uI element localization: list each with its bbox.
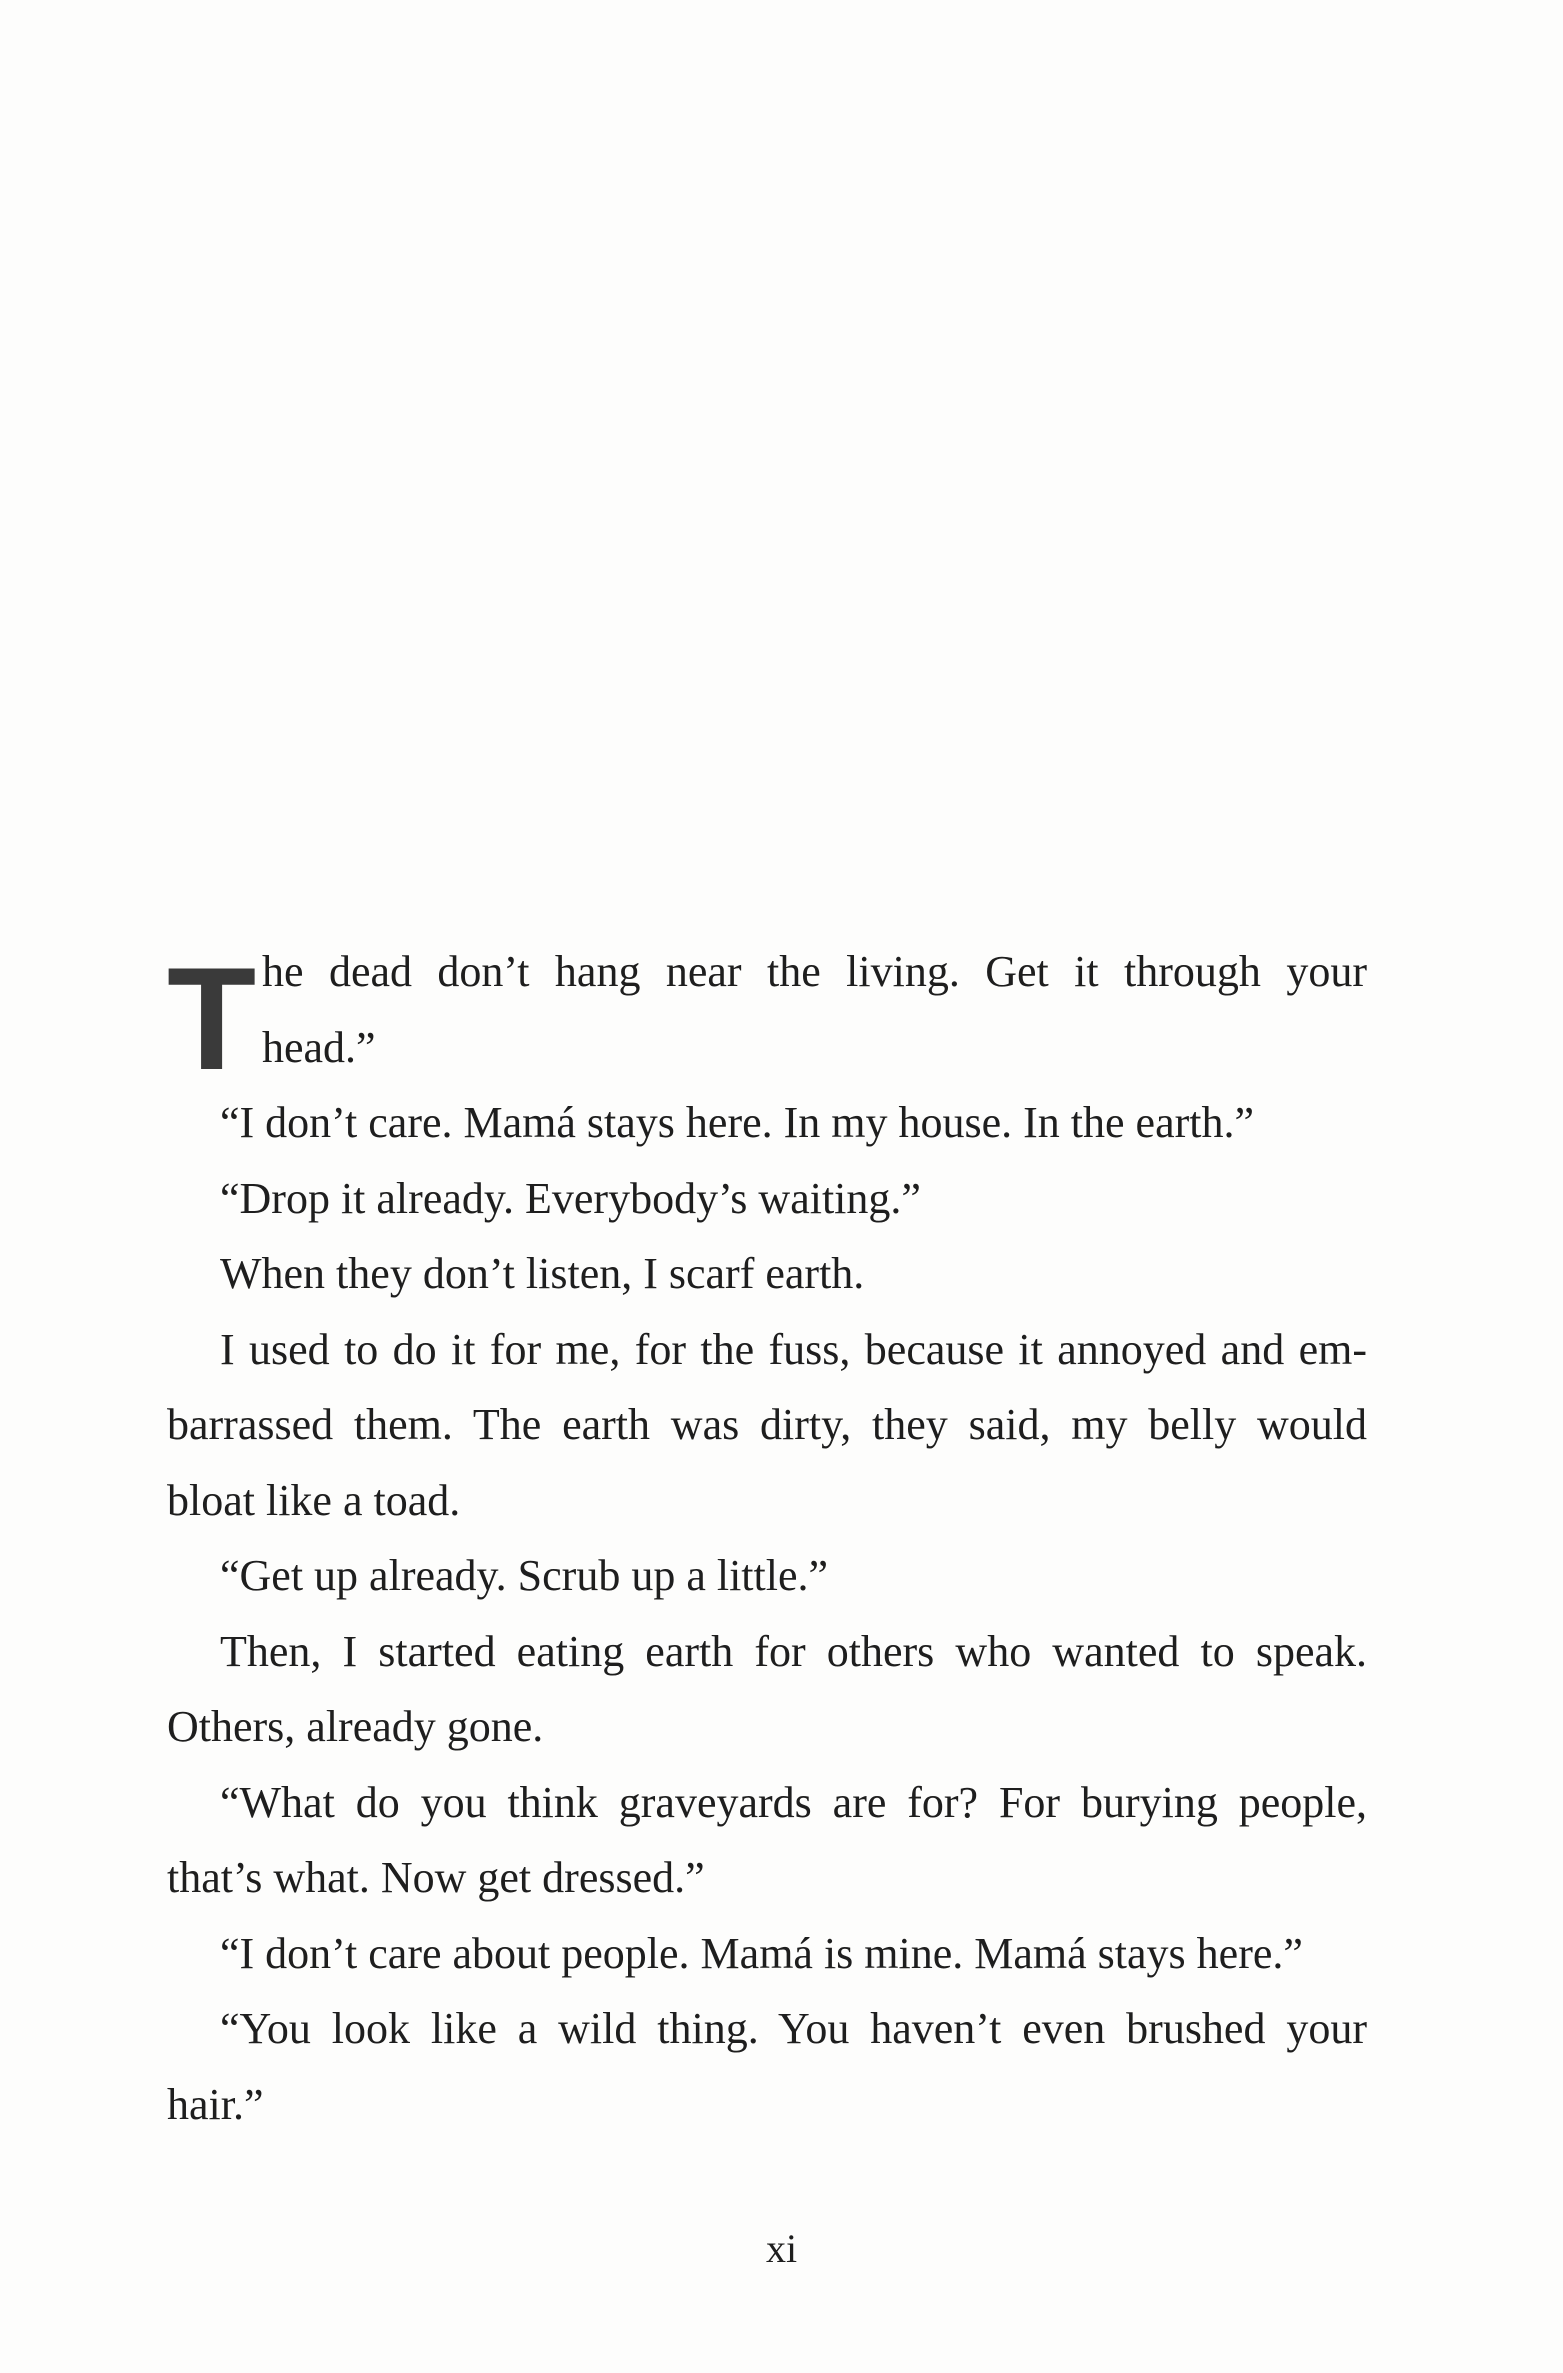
paragraph bbox=[167, 1538, 1367, 1614]
body-text bbox=[167, 934, 1367, 2142]
text-line: Others, already gone. bbox=[167, 1702, 544, 1751]
paragraph bbox=[167, 1991, 1367, 2142]
text-line: When they don’t listen, I scarf earth. bbox=[220, 1249, 865, 1298]
text-line: barrassed them. The earth was dirty, they said, my belly would bbox=[167, 1400, 1367, 1449]
text-line: “You look like a wild thing. You haven’t even brushed your bbox=[220, 2004, 1367, 2053]
text-line: “I don’t care about people. Mamá is mine. Mamá stays here.” bbox=[220, 1928, 1303, 1978]
text-line: Then, I started eating earth for others who wanted to speak. bbox=[220, 1626, 1367, 1676]
text-line: I used to do it for me, for the fuss, because it annoyed and em- bbox=[220, 1324, 1367, 1374]
page-number: xi bbox=[765, 2226, 798, 2271]
text-line: he dead don’t hang near the living. Get it through your bbox=[262, 947, 1367, 996]
opening-paragraph bbox=[167, 934, 1367, 1100]
paragraph bbox=[167, 1161, 1367, 1237]
text-line: hair.” bbox=[167, 2079, 264, 2129]
paragraph bbox=[167, 1916, 1367, 1992]
paragraph bbox=[167, 1236, 1367, 1312]
text-line: that’s what. Now get dressed.” bbox=[167, 1853, 705, 1902]
drop-cap: T bbox=[167, 937, 257, 1100]
paragraph bbox=[167, 1312, 1367, 1539]
text-line: “Drop it already. Everybody’s waiting.” bbox=[220, 1173, 921, 1223]
paragraph bbox=[167, 1765, 1367, 1916]
text-line: head.” bbox=[262, 1022, 376, 1072]
text-line: bloat like a toad. bbox=[167, 1475, 461, 1525]
text-line: “I don’t care. Mamá stays here. In my house. In the earth.” bbox=[220, 1098, 1255, 1147]
text-line: “Get up already. Scrub up a little.” bbox=[220, 1551, 829, 1600]
paragraph bbox=[167, 1614, 1367, 1765]
text-line: “What do you think graveyards are for? For burying people, bbox=[220, 1777, 1367, 1827]
paragraph bbox=[167, 1085, 1367, 1161]
